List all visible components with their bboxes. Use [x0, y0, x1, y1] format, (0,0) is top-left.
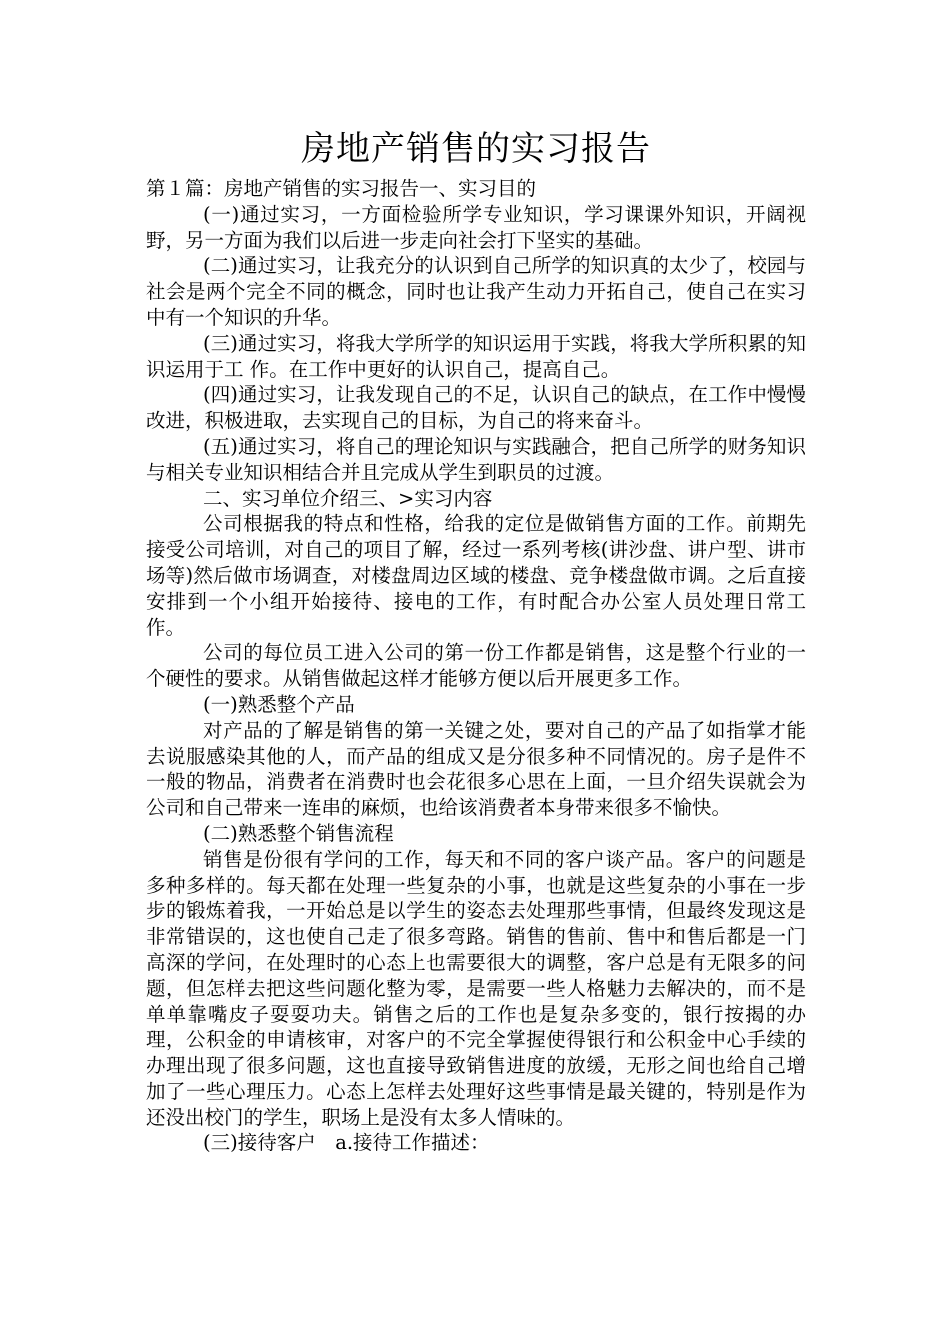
subsection-heading: (二)熟悉整个销售流程: [203, 821, 394, 845]
subsection-heading: (一)熟悉整个产品: [203, 692, 355, 716]
paragraph: 公司的每位员工进入公司的第一份工作都是销售，这是整个行业的一个硬性的要求。从销售做起这样才能够方便以后开展更多工作。: [146, 641, 806, 691]
document-body: [146, 176, 806, 1156]
paragraph: 对产品的了解是销售的第一关键之处，要对自己的产品了如指掌才能去说服感染其他的人，而产品的组成又是分很多种不同情况的。房子是件不一般的物品，消费者在消费时也会花很多心思在上面，一旦介绍失误就会为公司和自己带来一连串的麻烦，也给该消费者本身带来很多不愉快。: [146, 718, 806, 820]
paragraph: (一)通过实习，一方面检验所学专业知识，学习课课外知识，开阔视野，另一方面为我们以后进一步走向社会打下坚实的基础。: [146, 202, 806, 252]
subsection-heading: (三)接待客户 a.接待工作描述：: [203, 1131, 490, 1155]
paragraph: (三)通过实习，将我大学所学的知识运用于实践，将我大学所积累的知识运用于工 作。在工作中更好的认识自己，提高自己。: [146, 331, 806, 381]
paragraph: (四)通过实习，让我发现自己的不足，认识自己的缺点，在工作中慢慢改进，积极进取，去实现自己的目标，为自己的将来奋斗。: [146, 383, 806, 433]
paragraph: 第１篇：房地产销售的实习报告一、实习目的: [146, 177, 537, 200]
document-title: 房地产销售的实习报告: [301, 129, 651, 169]
section-heading: 二、实习单位介绍三、>实习内容: [203, 486, 493, 510]
paragraph: (五)通过实习，将自己的理论知识与实践融合，把自己所学的财务知识与相关专业知识相结合并且完成从学生到职员的过渡。: [146, 434, 806, 484]
paragraph: (二)通过实习，让我充分的认识到自己所学的知识真的太少了，校园与社会是两个完全不同的概念，同时也让我产生动力开拓自己，使自己在实习中有一个知识的升华。: [146, 254, 806, 329]
paragraph: 公司根据我的特点和性格，给我的定位是做销售方面的工作。前期先接受公司培训，对自己的项目了解，经过一系列考核(讲沙盘、讲户型、讲市场等)然后做市场调查，对楼盘周边区域的楼盘、竞争楼盘做市调。之后直接安排到一个小组开始接待、接电的工作，有时配合办公室人员处理日常工作。: [146, 512, 806, 639]
paragraph: 销售是份很有学问的工作，每天和不同的客户谈产品。客户的问题是多种多样的。每天都在处理一些复杂的小事，也就是这些复杂的小事在一步步的锻炼着我，一开始总是以学生的姿态去处理那些事情，但最终发现这是非常错误的，这也使自己走了很多弯路。销售的售前、售中和售后都是一门高深的学问，在处理时的心态上也需要很大的调整，客户总是有无限多的问题，但怎样去把这些问题化整为零，是需要一些人格魅力去解决的，而不是单单靠嘴皮子耍耍功夫。销售之后的工作也是复杂多变的，银行按揭的办理，公积金的申请核审，对客户的不完全掌握使得银行和公积金中心手续的办理出现了很多问题，这也直接导致销售进度的放缓，无形之间也给自己增加了一些心理压力。心态上怎样去处理好这些事情是最关键的，特别是作为还没出校门的学生，职场上是没有太多人情味的。: [146, 847, 806, 1129]
document-page: [146, 124, 806, 1156]
